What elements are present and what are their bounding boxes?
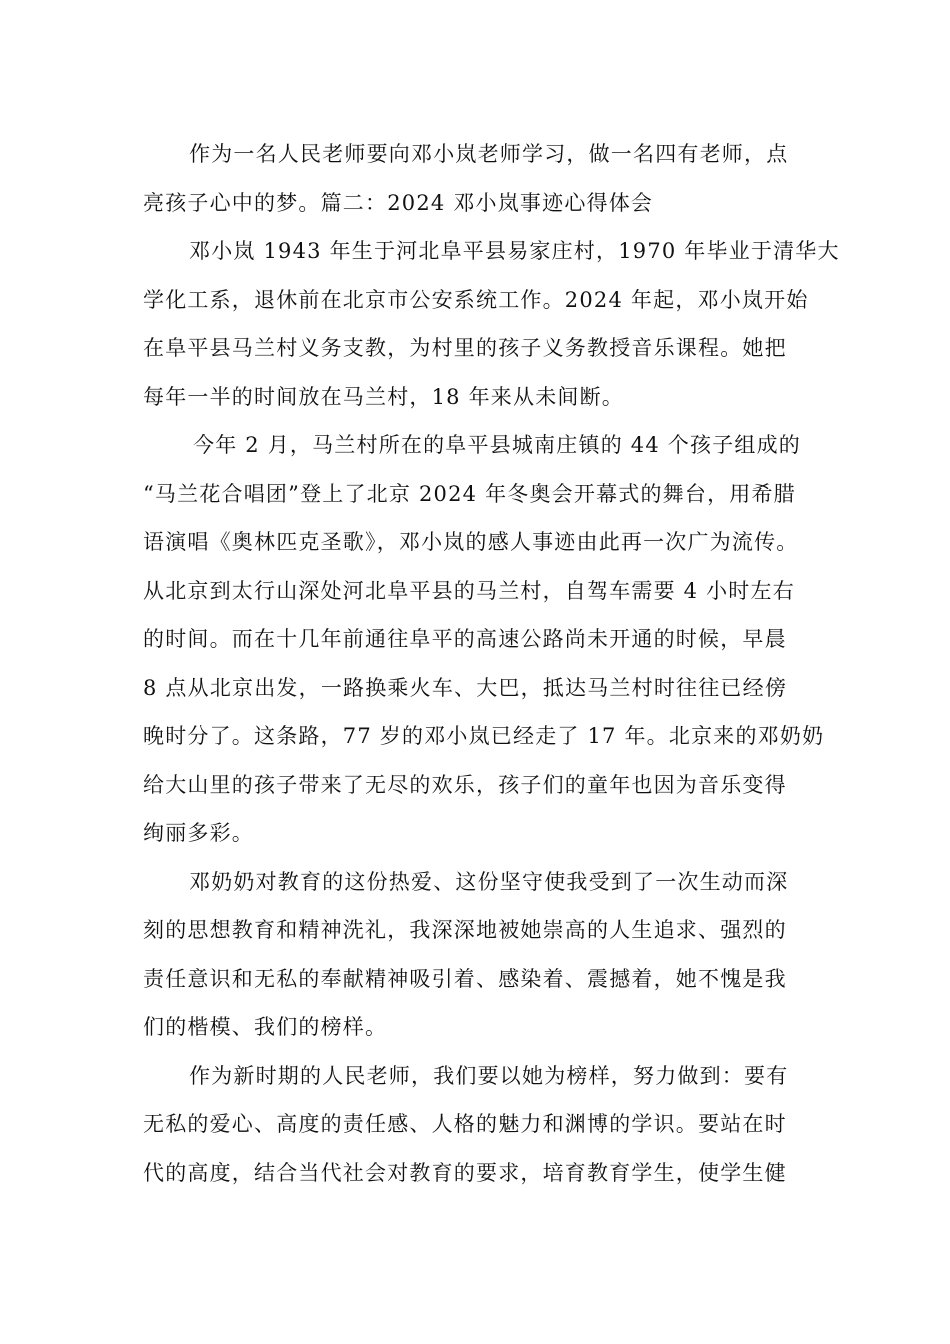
text-line: 的时间。而在十几年前通往阜平的高速公路尚未开通的时候，早晨	[143, 627, 787, 651]
text-line: 绚丽多彩。	[143, 821, 254, 845]
text-line: 晚时分了。这条路，77 岁的邓小岚已经走了 17 年。北京来的邓奶奶	[143, 724, 825, 748]
text-line: 代的高度，结合当代社会对教育的要求，培育教育学生，使学生健	[143, 1160, 787, 1185]
text-line: 无私的爱心、高度的责任感、人格的魅力和渊博的学识。要站在时	[143, 1112, 787, 1136]
text-line: 今年 2 月，马兰村所在的阜平县城南庄镇的 44 个孩子组成的	[193, 433, 801, 457]
text-line: 责任意识和无私的奉献精神吸引着、感染着、震撼着，她不愧是我	[143, 966, 787, 991]
paragraph-5	[143, 1052, 813, 1198]
paragraph-4	[143, 858, 813, 1052]
text-line: 每年一半的时间放在马兰村，18 年来从未间断。	[143, 384, 624, 409]
text-line: 刻的思想教育和精神洗礼，我深深地被她崇高的人生追求、强烈的	[143, 918, 787, 942]
text-line: 语演唱《奥林匹克圣歌》，邓小岚的感人事迹由此再一次广为流传。	[143, 530, 799, 554]
paragraph-1	[143, 130, 813, 227]
text-line: 在阜平县马兰村义务支教，为村里的孩子义务教授音乐课程。她把	[143, 336, 787, 360]
text-line: 给大山里的孩子带来了无尽的欢乐，孩子们的童年也因为音乐变得	[143, 772, 787, 797]
text-line: 邓小岚 1943 年生于河北阜平县易家庄村，1970 年毕业于清华大	[189, 239, 840, 263]
text-line: 们的楷模、我们的榜样。	[143, 1015, 388, 1039]
text-line: 亮孩子心中的梦。篇二：2024 邓小岚事迹心得体会	[143, 190, 654, 215]
text-line: 学化工系，退休前在北京市公安系统工作。2024 年起，邓小岚开始	[143, 287, 809, 312]
text-line: 邓奶奶对教育的这份热爱、这份坚守使我受到了一次生动而深	[189, 869, 789, 894]
document-body	[143, 130, 840, 1197]
text-line: 从北京到太行山深处河北阜平县的马兰村，自驾车需要 4 小时左右	[143, 578, 795, 603]
text-line: 作为一名人民老师要向邓小岚老师学习，做一名四有老师，点	[189, 142, 789, 166]
paragraph-3	[143, 421, 825, 858]
text-line: 8 点从北京出发，一路换乘火车、大巴，抵达马兰村时往往已经傍	[143, 675, 788, 700]
paragraph-2	[143, 227, 840, 421]
text-line: “马兰花合唱团”登上了北京 2024 年冬奥会开幕式的舞台，用希腊	[143, 481, 796, 506]
text-line: 作为新时期的人民老师，我们要以她为榜样，努力做到：要有	[189, 1063, 789, 1088]
